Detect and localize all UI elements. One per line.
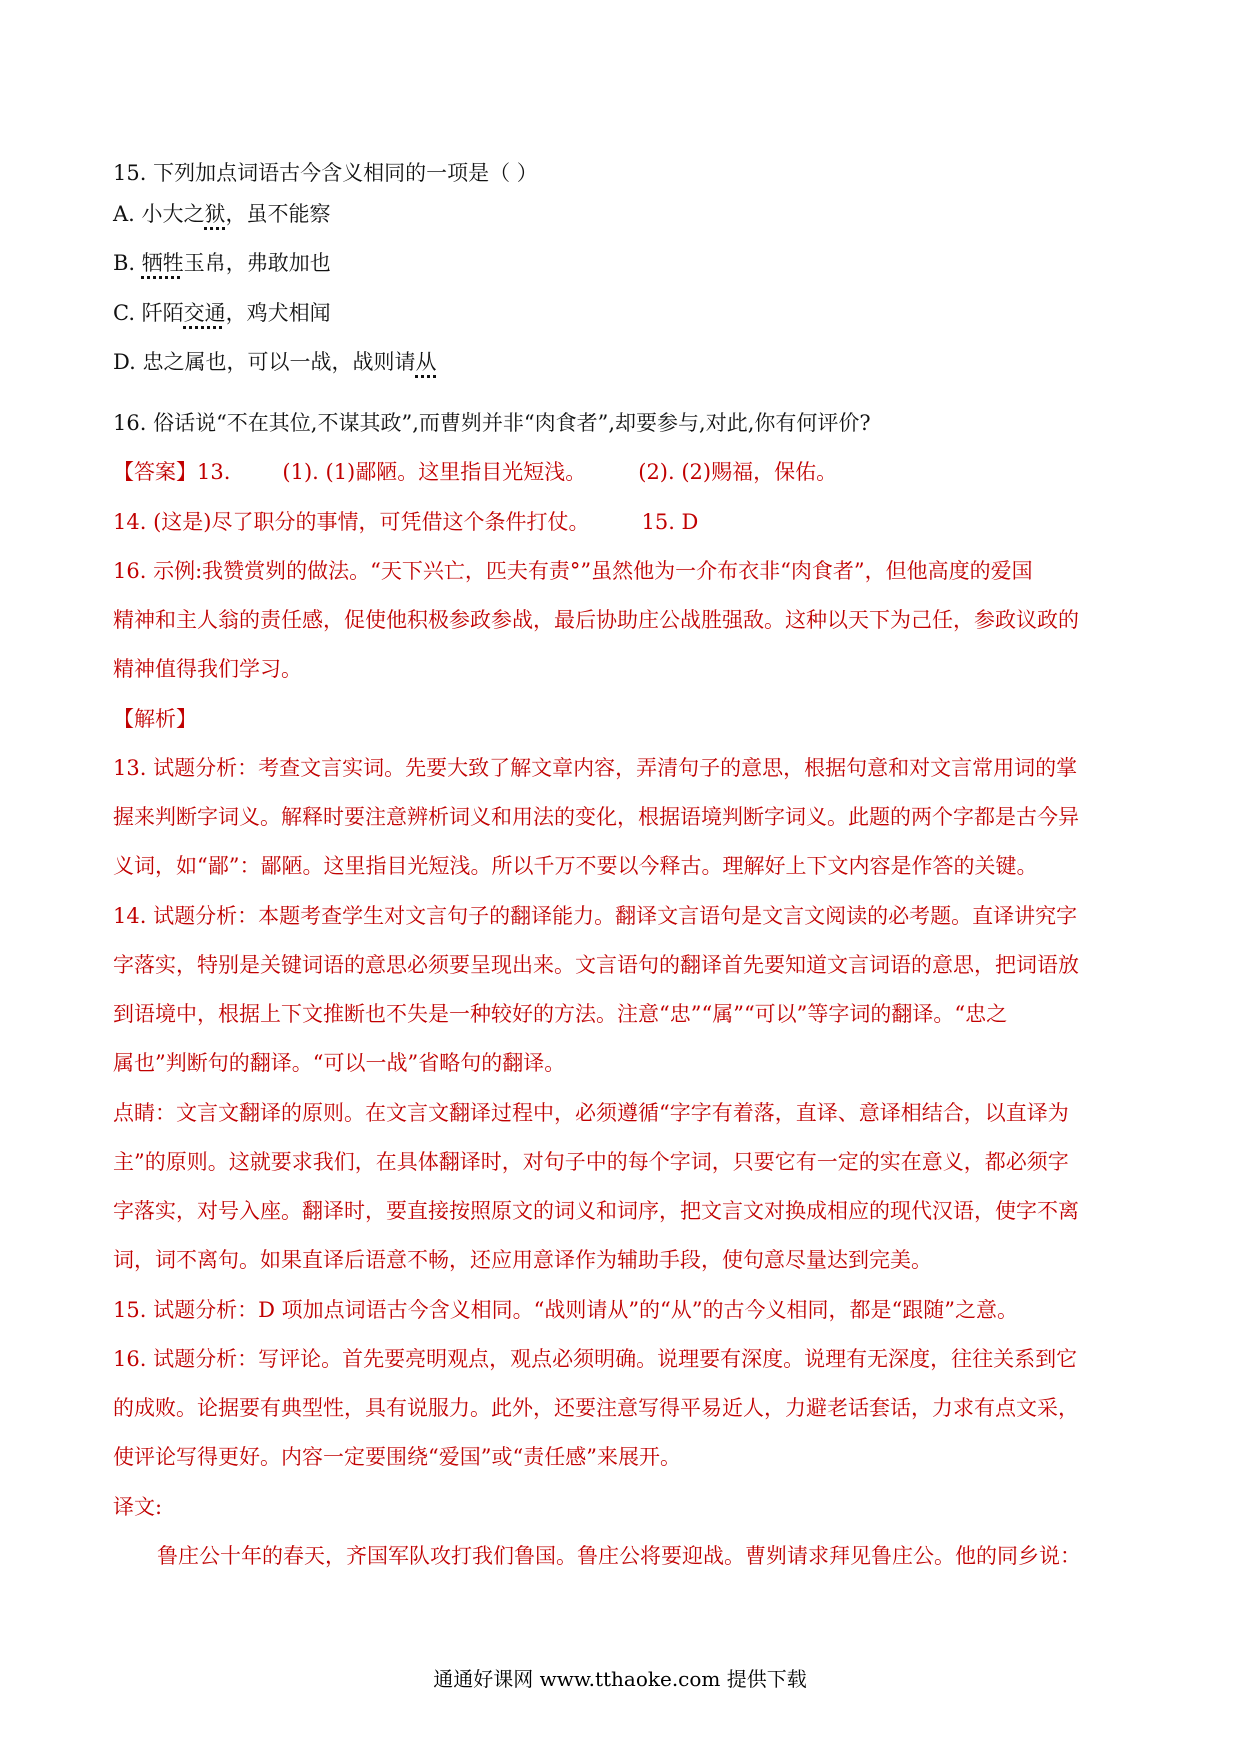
translation-label: 译文: (113, 1495, 163, 1519)
analysis-label: 【解析】 (113, 707, 197, 731)
answer-line-14-15: 14. (这是)尽了职分的事情，可凭借这个条件打仗。 15. D (113, 510, 699, 534)
q16-stem: 16. 俗话说“不在其位,不谋其政”,而曹刿并非“肉食者”,却要参与,对此,你有何评价? (113, 411, 871, 435)
analysis-line: 13. 试题分析：考查文言实词。先要大致了解文章内容，弄清句子的意思，根据句意和对文言常用词的掌 (113, 756, 1078, 780)
answer-16-line: 16. 示例:我赞赏刿的做法。“天下兴亡，匹夫有责°”虽然他为一介布衣非“肉食者”，但他高度的爱国 (113, 559, 1033, 583)
dotted-word: 从 (415, 350, 437, 374)
page-footer: 通通好课网 www.tthaoke.com 提供下载 (433, 1667, 807, 1691)
analysis-line: 字落实，对号入座。翻译时，要直接按照原文的词义和词序，把文言文对换成相应的现代汉语，使字不离 (113, 1199, 1079, 1223)
analysis-line: 14. 试题分析：本题考查学生对文言句子的翻译能力。翻译文言语句是文言文阅读的必考题。直译讲究字 (113, 904, 1078, 928)
q15-stem: 15. 下列加点词语古今含义相同的一项是（ ） (113, 161, 538, 185)
analysis-line: 字落实，特别是关键词语的意思必须要呈现出来。文言语句的翻译首先要知道文言词语的意思，把词语放 (113, 953, 1079, 977)
answer-line-13: 【答案】13. (1). (1)鄙陋。这里指目光短浅。 (2). (2)赐福，保佑。 (113, 460, 838, 484)
q15-option-a: A. 小大之狱，虽不能察 (113, 202, 331, 226)
q15-option-d: D. 忠之属也，可以一战，战则请从 (113, 350, 437, 374)
answer-label: 【答案】 (113, 460, 197, 484)
analysis-line: 16. 试题分析：写评论。首先要亮明观点，观点必须明确。说理要有深度。说理有无深度，往往关系到它 (113, 1347, 1078, 1371)
analysis-line: 义词，如“鄙”：鄙陋。这里指目光短浅。所以千万不要以今释古。理解好上下文内容是作答的关键。 (113, 854, 1038, 878)
dotted-word: 牺牲 (141, 251, 184, 275)
analysis-line: 点睛：文言文翻译的原则。在文言文翻译过程中，必须遵循“字字有着落，直译、意译相结合，以直译为 (113, 1101, 1069, 1125)
q15-option-b: B. 牺牲玉帛，弗敢加也 (113, 251, 331, 275)
analysis-line: 主”的原则。这就要求我们，在具体翻译时，对句子中的每个字词，只要它有一定的实在意义，都必须字 (113, 1150, 1069, 1174)
analysis-line: 握来判断字词义。解释时要注意辨析词义和用法的变化，根据语境判断字词义。此题的两个字都是古今异 (113, 805, 1079, 829)
dotted-word: 狱 (204, 202, 226, 226)
q15-option-c: C. 阡陌交通，鸡犬相闻 (113, 301, 331, 325)
answer-16-line: 精神值得我们学习。 (113, 657, 302, 681)
translation-line: 鲁庄公十年的春天，齐国军队攻打我们鲁国。鲁庄公将要迎战。曹刿请求拜见鲁庄公。他的同乡说： (157, 1544, 1081, 1568)
analysis-line: 的成败。论据要有典型性，具有说服力。此外，还要注意写得平易近人，力避老话套话，力求有点文采， (113, 1396, 1079, 1420)
analysis-line: 词，词不离句。如果直译后语意不畅，还应用意译作为辅助手段，使句意尽量达到完美。 (113, 1248, 932, 1272)
dotted-word: 交通 (183, 301, 226, 325)
analysis-line: 到语境中，根据上下文推断也不失是一种较好的方法。注意“忠”“属”“可以”等字词的翻译。“忠之 (113, 1002, 1008, 1026)
answer-16-line: 精神和主人翁的责任感，促使他积极参政参战，最后协助庄公战胜强敌。这种以天下为己任，参政议政的 (113, 608, 1079, 632)
analysis-line: 15. 试题分析：D 项加点词语古今含义相同。“战则请从”的“从”的古今义相同，都是“跟随”之意。 (113, 1298, 1018, 1322)
analysis-line: 使评论写得更好。内容一定要围绕“爱国”或“责任感”来展开。 (113, 1445, 681, 1469)
analysis-line: 属也”判断句的翻译。“可以一战”省略句的翻译。 (113, 1051, 566, 1075)
